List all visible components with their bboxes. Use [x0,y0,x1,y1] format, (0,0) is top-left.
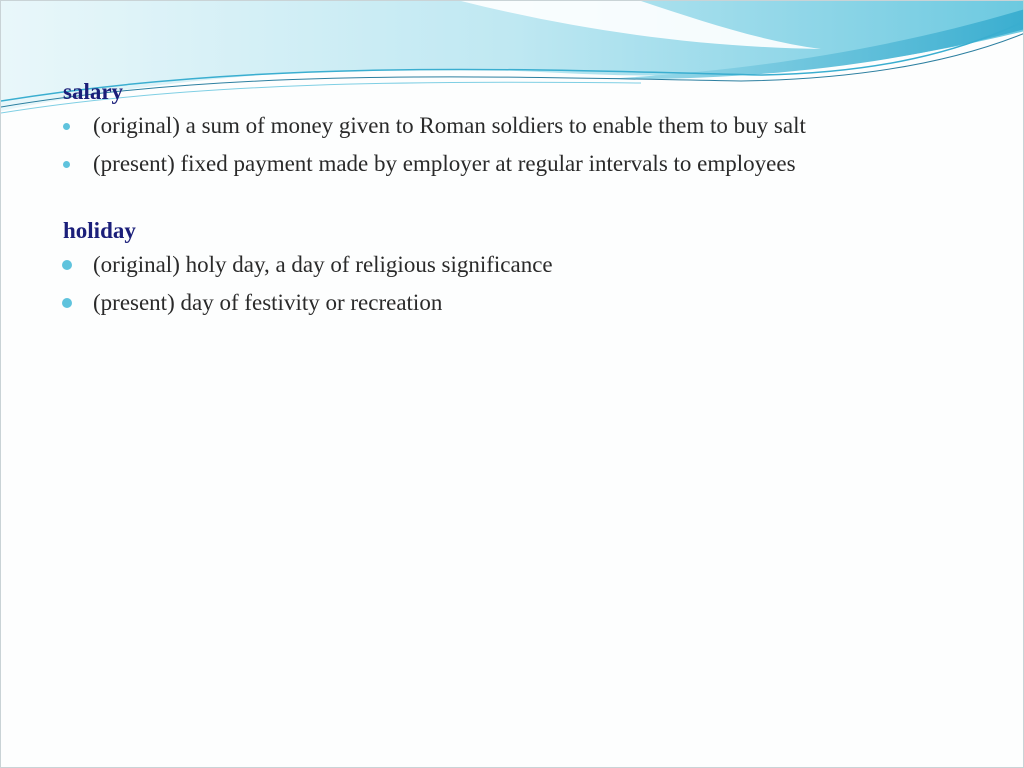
bullet-icon [62,298,72,308]
definition-text: (original) holy day, a day of religious significance [93,252,553,277]
definition-text: (present) fixed payment made by employer at regular intervals to employees [93,151,796,176]
list-item [63,111,963,140]
slide-content [63,77,963,326]
holiday-definition-list [63,250,963,317]
definition-text: (present) day of festivity or recreation [93,290,443,315]
list-item [63,149,963,178]
term-holiday: holiday [63,218,136,243]
salary-definition-list [63,111,963,178]
list-item [63,250,963,279]
term-salary: salary [63,79,124,104]
bullet-icon [63,161,70,168]
definition-text: (original) a sum of money given to Roman soldiers to enable them to buy salt [93,113,806,138]
bullet-icon [62,260,72,270]
list-item [63,288,963,317]
bullet-icon [63,123,70,130]
